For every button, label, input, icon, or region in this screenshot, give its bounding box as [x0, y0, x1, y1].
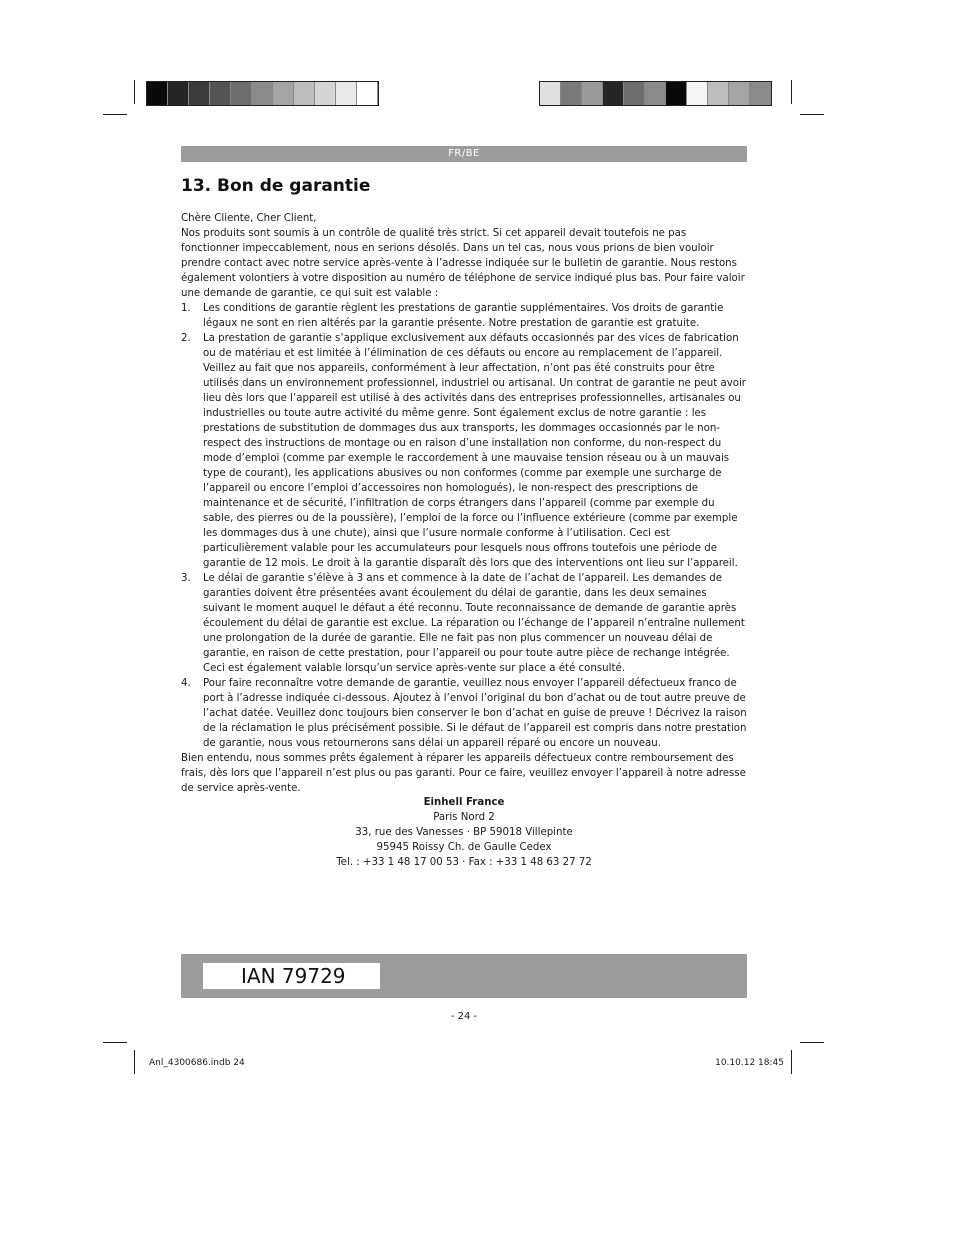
closing-paragraph: Bien entendu, nous sommes prêts également à réparer les appareils défectueux contre remboursement des frais, dès lors que l’appareil n’est plus ou pas garanti. Pour ce faire, veuillez envoyer l’appareil à notre adresse de service après-vente.: [181, 753, 746, 794]
color-swatch: [561, 82, 582, 105]
color-swatch: [666, 82, 687, 105]
section-title: 13. Bon de garantie: [181, 176, 371, 196]
crop-mark: [791, 80, 792, 104]
color-swatch: [750, 82, 771, 105]
footer-file-info: Anl_4300686.indb 24: [149, 1058, 245, 1068]
color-swatch: [294, 82, 315, 105]
color-swatch: [273, 82, 294, 105]
address-line-2: 33, rue des Vanesses · BP 59018 Villepinte: [355, 827, 573, 838]
color-swatch: [336, 82, 357, 105]
color-swatch: [603, 82, 624, 105]
list-item: [181, 301, 747, 331]
intro-paragraph: Nos produits sont soumis à un contrôle de qualité très strict. Si cet appareil devait toutefois ne pas fonctionner impeccablement, nous en serions désolés. Dans un tel cas, nous vous prions de bien vouloir prendre contact avec notre service après-vente à l’adresse indiquée sur le bulletin de garantie. Nous restons également volontiers à votre disposition au numéro de téléphone de service indiqué plus bas. Pour faire valoir une demande de garantie, ce qui suit est valable :: [181, 228, 745, 299]
language-code: FR/BE: [448, 148, 480, 159]
color-swatch: [210, 82, 231, 105]
address-line-1: Paris Nord 2: [433, 812, 495, 823]
list-item-number: 4.: [181, 678, 191, 689]
color-swatch: [252, 82, 273, 105]
ian-bar: [181, 954, 747, 998]
address-line-3: 95945 Roissy Ch. de Gaulle Cedex: [376, 842, 552, 853]
list-item-number: 3.: [181, 573, 191, 584]
footer-timestamp: 10.10.12 18:45: [715, 1058, 784, 1068]
page-number: - 24 -: [450, 1011, 478, 1022]
color-swatch: [729, 82, 750, 105]
service-address: [181, 795, 747, 870]
list-item-text: Pour faire reconnaître votre demande de garantie, veuillez nous envoyer l’appareil défectueux franco de port à l’adresse indiquée ci-dessous. Ajoutez à l’envoi l’original du bon d’achat ou de tout autre preuve de l’achat datée. Veuillez donc toujours bien conserver le bon d’achat en guise de preuve ! Décrivez la raison de la réclamation le plus précisément possible. Si le défaut de l’appareil est compris dans notre prestation de garantie, nous vous retournerons sans délai un appareil réparé ou encore un nouveau.: [203, 678, 747, 749]
list-item: [181, 676, 747, 751]
crop-mark: [134, 80, 135, 104]
color-swatch: [708, 82, 729, 105]
list-item-text: La prestation de garantie s’applique exclusivement aux défauts occasionnés par des vices de fabrication ou de matériau et est limitée à l’élimination de ces défauts ou encore au remplacement de l’appareil. Veillez au fait que nos appareils, conformément à leur affectation, n’ont pas été construits pour être utilisés dans un environnement professionnel, industriel ou artisanal. Un contrat de garantie ne peut avoir lieu dès lors que l’appareil est utilisé à des activités dans des entreprises professionnelles, artisanales ou industrielles ou toute autre activité du même genre. Sont également exclus de notre garantie : les prestations de substitution de dommages dus aux transports, les dommages occasionnés par le non-respect des instructions de montage ou en raison d’une installation non conforme, du non-respect du mode d’emploi (comme par exemple le raccordement à une mauvaise tension réseau ou à un mauvais type de courant), les applications abusives ou non conformes (comme par exemple une surcharge de l’appareil ou encore l’emploi d’accessoires non homologués), le non-respect des prescriptions de maintenance et de sécurité, l’infiltration de corps étrangers dans l’appareil (comme par exemple du sable, des pierres ou de la poussière), l’emploi de la force ou l’influence extérieure (comme par exemple les dommages dus à une chute), ainsi que l’usure normale conforme à l’utilisation. Ceci est particulièrement valable pour les accumulateurs pour lesquels nous offrons toutefois une période de garantie de 12 mois. Le droit à la garantie disparaît dès lors que des interventions ont lieu sur l’appareil.: [203, 333, 746, 569]
crop-mark: [791, 1050, 792, 1074]
color-swatch: [147, 82, 168, 105]
company-name: Einhell France: [423, 797, 505, 808]
crop-mark: [103, 1042, 127, 1043]
crop-mark: [103, 114, 127, 115]
list-item: [181, 331, 747, 571]
language-header-bar: [181, 146, 747, 162]
crop-mark: [800, 1042, 824, 1043]
list-item: [181, 571, 747, 676]
color-swatch-bar-left: [146, 81, 379, 106]
color-swatch: [315, 82, 336, 105]
list-item-number: 1.: [181, 303, 191, 314]
color-swatch: [357, 82, 378, 105]
phone-fax: Tel. : +33 1 48 17 00 53 · Fax : +33 1 48 63 27 72: [336, 857, 592, 868]
ian-label: IAN 79729: [203, 963, 380, 989]
list-item-text: Le délai de garantie s’élève à 3 ans et commence à la date de l’achat de l’appareil. Les demandes de garanties doivent être présentées avant écoulement du délai de garantie, dans les deux semaines suivant le moment auquel le défaut a été reconnu. Toute reconnaissance de demande de garantie après écoulement du délai de garantie est exclue. La réparation ou l’échange de l’appareil n’entraîne nullement une prolongation de la durée de garantie. Elle ne fait pas non plus commencer un nouveau délai de garantie, en raison de cette prestation, pour l’appareil ou pour toute autre pièce de rechange intégrée. Ceci est également valable lorsqu’un service après-vente sur place a été consulté.: [203, 573, 745, 674]
color-swatch: [540, 82, 561, 105]
warranty-text: [181, 211, 747, 796]
color-swatch-bar-right: [539, 81, 772, 106]
color-swatch: [189, 82, 210, 105]
crop-mark: [134, 1050, 135, 1074]
color-swatch: [231, 82, 252, 105]
color-swatch: [687, 82, 708, 105]
warranty-conditions-list: [181, 301, 747, 751]
list-item-text: Les conditions de garantie règlent les prestations de garantie supplémentaires. Vos droits de garantie légaux ne sont en rien altérés par la garantie présente. Notre prestation de garantie est gratuite.: [203, 303, 724, 329]
crop-mark: [800, 114, 824, 115]
greeting: Chère Cliente, Cher Client,: [181, 213, 317, 224]
color-swatch: [645, 82, 666, 105]
color-swatch: [582, 82, 603, 105]
color-swatch: [624, 82, 645, 105]
list-item-number: 2.: [181, 333, 191, 344]
color-swatch: [168, 82, 189, 105]
